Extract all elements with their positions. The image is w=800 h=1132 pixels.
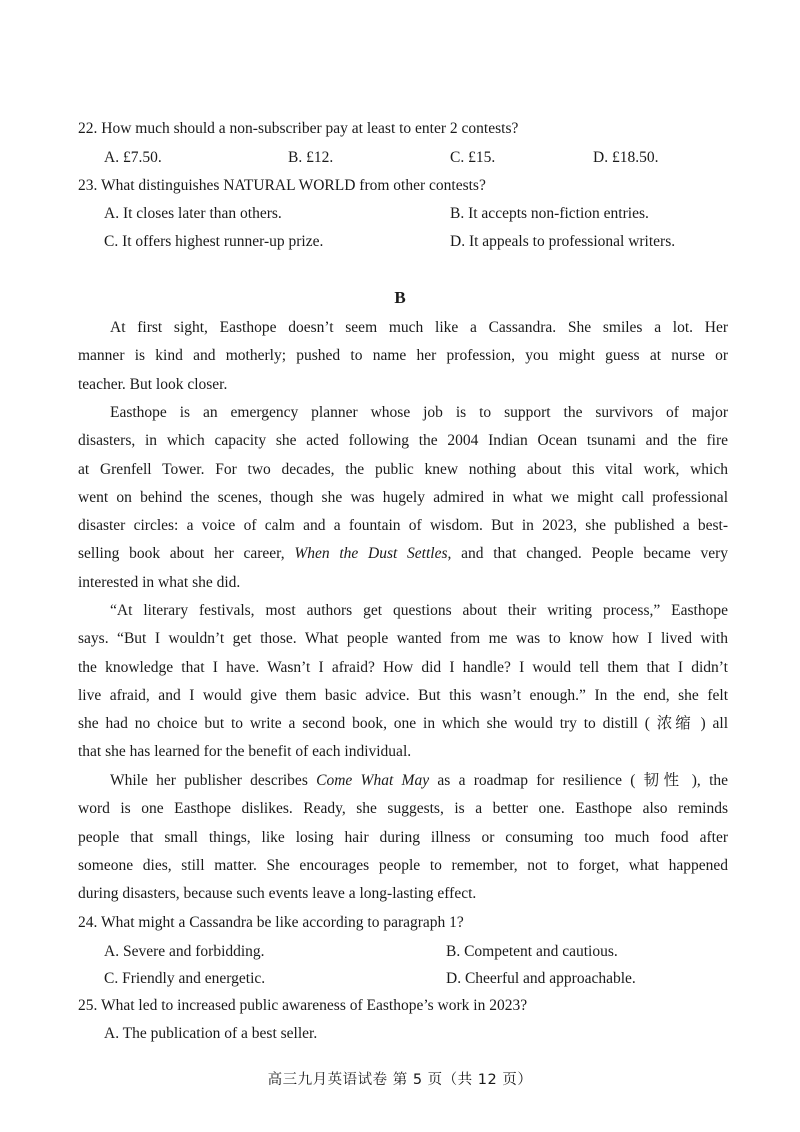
question-23: 23. What distinguishes NATURAL WORLD from other contests?: [78, 177, 486, 194]
q24-option-b: B. Competent and cautious.: [446, 943, 618, 960]
paragraph-3: [78, 597, 728, 767]
question-22: 22. How much should a non-subscriber pay at least to enter 2 contests?: [78, 120, 519, 137]
p4-line-with-title: [78, 767, 728, 795]
q22-option-c: C. £15.: [450, 149, 496, 166]
p2-line: Easthope is an emergency planner whose job is to support the survivors of major: [110, 404, 728, 421]
p2-line: disasters, in which capacity she acted following the 2004 Indian Ocean tsunami and the fire: [78, 432, 728, 450]
p2-line: interested in what she did.: [78, 573, 241, 591]
p3-line: live afraid, and I would give them basic advice. But this wasn’t enough.” In the end, she felt: [78, 686, 728, 704]
p3-line: “At literary festivals, most authors get questions about their writing process,” Easthope: [110, 602, 728, 619]
p2-line: disaster circles: a voice of calm and a fountain of wisdom. But in 2023, she published a best-: [78, 517, 728, 535]
page-footer: 高三九月英语试卷 第 5 页（共 12 页）: [267, 1072, 533, 1088]
q22-option-b: B. £12.: [288, 149, 334, 166]
p2-line: went on behind the scenes, though she was hugely admired in what we might call professional: [78, 488, 728, 506]
q24-option-c: C. Friendly and energetic.: [104, 970, 266, 987]
q23-option-b: B. It accepts non-fiction entries.: [450, 205, 649, 222]
p4-line: someone dies, still matter. She encourages people to remember, not to forget, what happened: [78, 856, 728, 874]
q23-option-d: D. It appeals to professional writers.: [450, 233, 676, 250]
book-title-when-the-dust-settles: When the Dust Settles,: [294, 545, 452, 563]
q24-option-d: D. Cheerful and approachable.: [446, 970, 636, 987]
paragraph-2: [78, 399, 728, 597]
p3-line: the knowledge that I have. Wasn’t I afraid? How did I handle? I would tell them that I didn’t: [78, 658, 728, 676]
paragraph-1: [78, 314, 728, 399]
q22-option-a: A. £7.50.: [104, 149, 162, 166]
p4-line1-before: While her publisher describes: [110, 772, 317, 789]
p1-line: teacher. But look closer.: [78, 375, 228, 393]
p3-line: that she has learned for the benefit of each individual.: [78, 743, 412, 761]
p1-line: At first sight, Easthope doesn’t seem much like a Cassandra. She smiles a lot. Her: [110, 319, 728, 336]
p4-line: during disasters, because such events leave a long-lasting effect.: [78, 885, 477, 903]
p1-line: manner is kind and motherly; pushed to name her profession, you might guess at nurse or: [78, 347, 728, 365]
q25-option-a: A. The publication of a best seller.: [104, 1025, 318, 1042]
p2-line6-before: selling book about her career,: [78, 545, 295, 563]
paragraph-4: [78, 767, 728, 908]
q22-option-d: D. £18.50.: [593, 149, 659, 166]
question-25: 25. What led to increased public awareness of Easthope’s work in 2023?: [78, 997, 528, 1014]
section-heading: B: [394, 288, 406, 307]
q23-option-c: C. It offers highest runner-up prize.: [104, 233, 324, 250]
p2-line6-after: and that changed. People became very: [451, 545, 728, 563]
question-24: 24. What might a Cassandra be like according to paragraph 1?: [78, 914, 464, 931]
p3-line: she had no choice but to write a second book, one in which she would try to distill ( 浓缩 ) all: [78, 715, 728, 733]
q24-option-a: A. Severe and forbidding.: [104, 943, 265, 960]
q23-option-a: A. It closes later than others.: [104, 205, 282, 222]
p4-line1-after: as a roadmap for resilience ( 韧性 ), the: [429, 772, 729, 789]
book-title-come-what-may: Come What May: [316, 772, 430, 789]
p4-line: word is one Easthope dislikes. Ready, she suggests, is a better one. Easthope also reminds: [78, 800, 728, 818]
p2-line-with-title: [78, 540, 728, 568]
p4-line: people that small things, like losing hair during illness or consuming too much food after: [78, 828, 728, 846]
p3-line: says. “But I wouldn’t get those. What people wanted from me was to know how I lived with: [78, 630, 728, 648]
p2-line: at Grenfell Tower. For two decades, the public knew nothing about this vital work, which: [78, 460, 728, 478]
